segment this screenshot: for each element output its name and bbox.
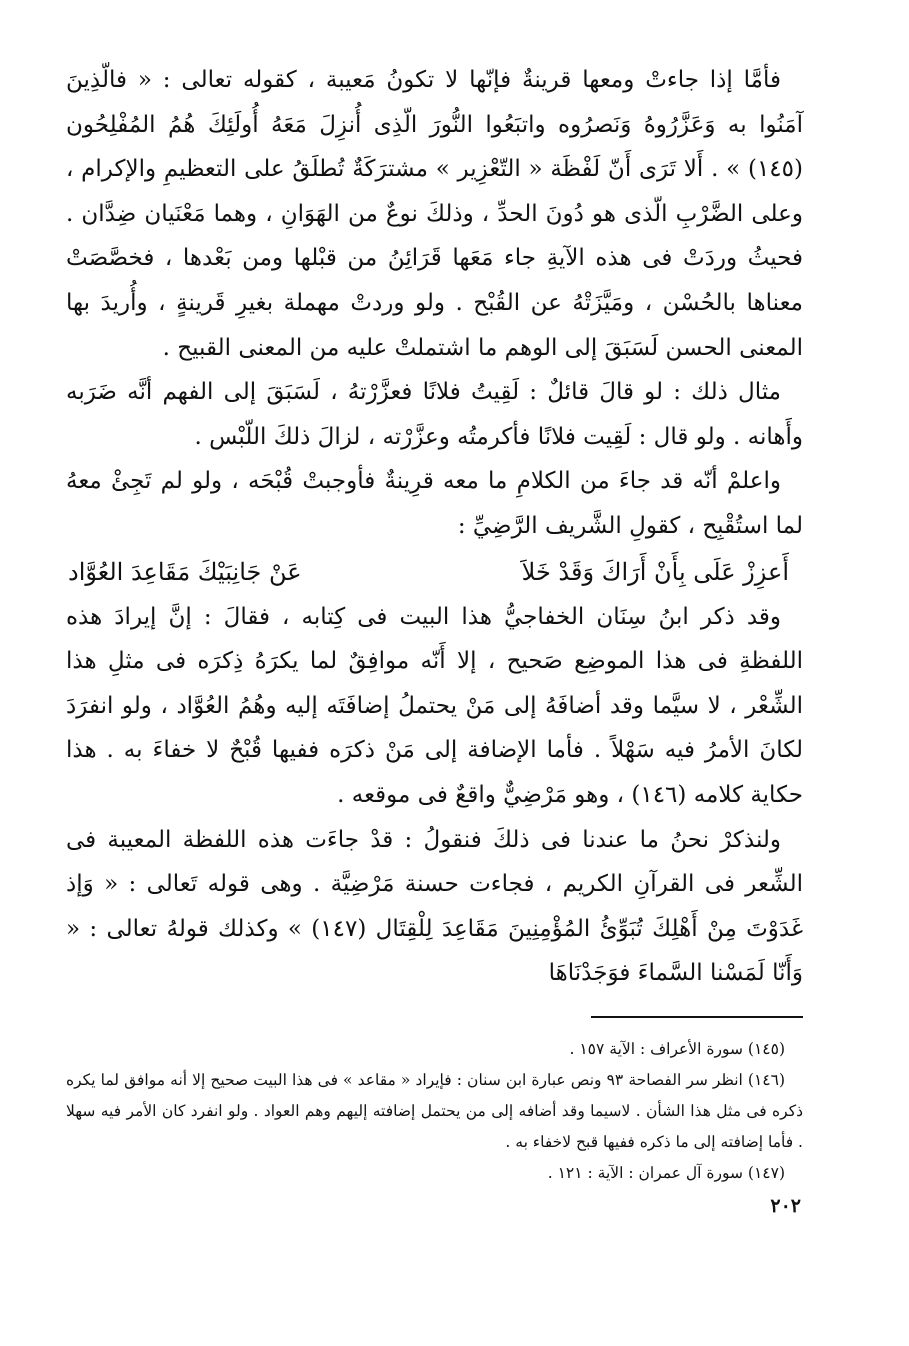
paragraph-2: مثال ذلك : لو قالَ قائلٌ : لَقِيتُ فلانًا فعزَّرْتهُ ، لَسَبَقَ إلى الفهم أنَّه ضَرَبه وأَهانه . ولو قال : لَقِيت فلانًا فأكرمتُه وعزَّرْته ، لزالَ ذلكَ اللّبْس . [66,379,803,450]
paragraph-1: فأمَّا إذا جاءتْ ومعها قرينةٌ فإنّها لا تكونُ مَعيبة ، كقوله تعالى : « فالّذِينَ آمَنُوا به وَعَزَّرُوهُ وَنَصرُوه واتبَعُوا النُّورَ الّذِى أُنزِلَ مَعَهُ أُولَئِكَ هُمُ المُفْلِحُون (١٤٥) » . أَلا تَرَى أَنّ لَفْظَة « التّعْزِير » مشترَكَةٌ تُطلَقُ على التعظيمِ والإكرام ، وعلى الضَّرْبِ الّذى هو دُونَ الحدِّ ، وذلكَ نوعٌ من الهَوَانِ ، وهما مَعْنَيان ضِدَّان . فحيثُ وردَتْ فى هذه الآيةِ جاء مَعَها قَرَائِنُ من قبْلها ومن بَعْدها ، فخصَّصَتْ معناها بالحُسْن ، ومَيَّزَتْهُ عن القُبْح . ولو وردتْ مهملة بغيرِ قَرينةٍ ، وأُريدَ بها المعنى الحسن لَسَبَقَ إلى الوهم ما اشتملتْ عليه من المعنى القبيح . [66,67,803,361]
footnote-146: (١٤٦) انظر سر الفصاحة ٩٣ ونص عبارة ابن سنان : فإيراد « مقاعد » فى هذا البيت صحيح إلا أنه موافق لما يكره ذكره فى مثل هذا الشأن . لاسيما وقد أضافه إلى من يحتمل إضافته إليهم وهم العواد . ولو انفرد كان الأمر فيه سهلا . فأما إضافته إلى ما ذكره ففيها قبح لاخفاء به . [66,1070,803,1151]
footnote-divider [591,1016,803,1018]
paragraph-3: واعلمْ أنّه قد جاءَ من الكلامِ ما معه قرِينةٌ فأوجبتْ قُبْحَه ، ولو لم تَجِئْ معهُ لما استُقْبِح ، كقولِ الشَّريف الرَّضِيِّ : [66,468,803,539]
footnote-147: (١٤٧) سورة آل عمران : الآية : ١٢١ . [547,1163,785,1182]
main-text [66,58,803,996]
page-number: ٢٠٢ [770,1194,801,1217]
paragraph-4: وقد ذكر ابنُ سِنَان الخفاجيُّ هذا البيت فى كِتابه ، فقالَ : إنَّ إيرادَ هذه اللفظةِ فى هذا الموضِع صَحيح ، إلا أَنّه موافِقٌ لما يكرَهُ ذِكرَه فى مثلِ هذا الشِّعْر ، لا سيَّما وقد أضافَهُ إلى مَنْ يحتملُ إضافَتَه إليه وهُمُ العُوَّاد ، ولو انفرَدَ لكانَ الأمرُ فيه سَهْلاً . فأما الإضافة إلى مَنْ ذكرَه ففيها قُبْحٌ لا خفاءَ به . هذا حكاية كلامه (١٤٦) ، وهو مَرْضِيٌّ واقعٌ فى موقعه . [66,603,803,808]
verse-hemistich-left: عَنْ جَانِبَيْكَ مَقَاعِدَ العُوَّاد [68,557,302,586]
footnotes [66,1034,803,1189]
poetry-verse [66,549,803,595]
paragraph-5: ولنذكرْ نحنُ ما عندنا فى ذلكَ فنقولُ : قدْ جاءَت هذه اللفظة المعيبة فى الشِّعر فى القرآنِ الكريم ، فجاءت حسنة مَرْضِيَّة . وهى قوله تَعالى : « وَإذ غَدَوْتَ مِنْ أَهْلِكَ تُبَوِّئُ المُؤْمِنِينَ مَقَاعِدَ لِلْقِتَال (١٤٧) » وكذلك قولهُ تعالى : « وَأَنّا لَمَسْنا السَّماءَ فوَجَدْنَاهَا [66,826,803,987]
footnote-145: (١٤٥) سورة الأعراف : الآية ١٥٧ . [569,1039,785,1058]
verse-hemistich-right: أَعزِزْ عَلَى بِأَنْ أَرَاكَ وَقَدْ خَلاَ [521,557,789,586]
